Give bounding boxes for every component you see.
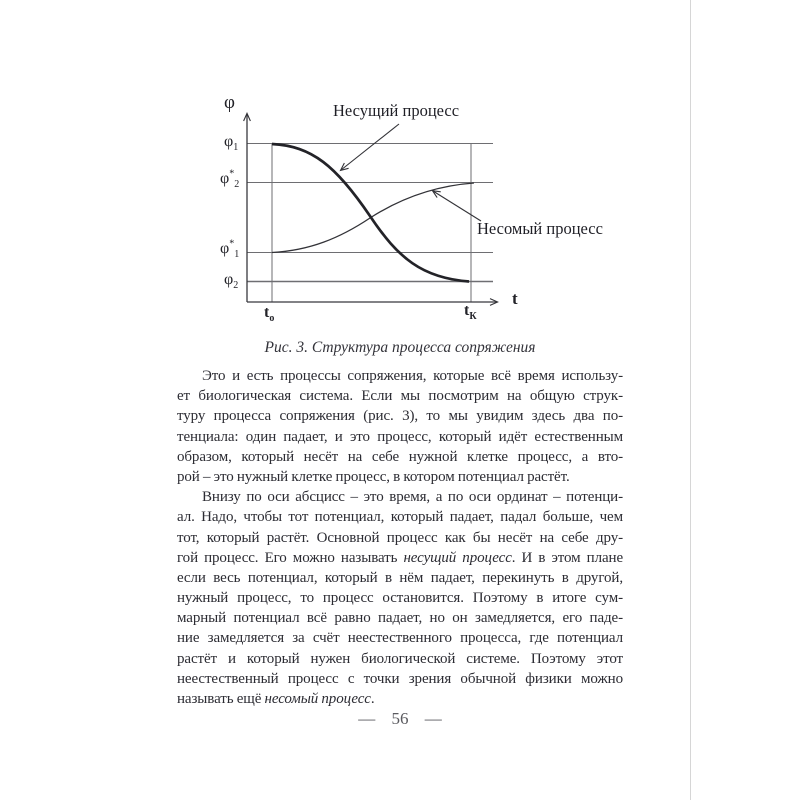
carrying-label-arrow bbox=[341, 124, 399, 170]
text-line: рой – это нужный клетке процесс, в котором потенциал растёт. bbox=[177, 468, 570, 485]
tick-base: φ bbox=[224, 271, 234, 288]
y-tick-phi-star1 bbox=[220, 238, 240, 261]
tick-star: * bbox=[229, 168, 235, 180]
text-line: неестественный процесс с точки зрения обычной физики можно bbox=[177, 670, 623, 687]
y-tick-phi2 bbox=[224, 271, 239, 292]
text-line: нужный процесс, то процесс остановится. Поэтому в итоге сум- bbox=[177, 590, 623, 607]
body-text bbox=[177, 366, 623, 709]
tick-base: φ bbox=[224, 133, 234, 150]
text-segment: называть ещё bbox=[177, 691, 265, 707]
text-line: туру процесса сопряжения (рис. 3), то мы увидим здесь два по- bbox=[177, 408, 623, 425]
text-segment-italic: несомый процесс bbox=[264, 691, 371, 707]
y-tick-phi-star2 bbox=[220, 168, 240, 191]
tick-star: * bbox=[229, 238, 235, 250]
text-line: образом, который несёт на себе нужной клетке процесс, а вто- bbox=[177, 448, 623, 465]
carried-process-label: Несомый процесс bbox=[477, 219, 603, 238]
carried-label-arrow bbox=[433, 191, 481, 221]
text-segment: . bbox=[370, 691, 375, 707]
text-line: ет биологическая система. Если мы посмотрим на общую струк- bbox=[177, 388, 623, 405]
tick-sub: 1 bbox=[234, 249, 240, 261]
x-tick-tk bbox=[464, 302, 477, 323]
x-axis-letter: t bbox=[512, 289, 518, 308]
y-axis-label bbox=[224, 92, 235, 114]
text-segment: . И в этом плане bbox=[511, 549, 623, 566]
text-segment-italic: несущий процесс bbox=[403, 549, 512, 566]
text-line: тенциала: один падает, и это процесс, который идёт естественным bbox=[177, 428, 623, 445]
tick-sub: 2 bbox=[233, 280, 239, 292]
page-number: — 56 — bbox=[358, 709, 442, 728]
text-line: Внизу по оси абсцисс – это время, а по оси ординат – потенци- bbox=[202, 489, 623, 506]
tick-sub: 2 bbox=[234, 179, 240, 191]
text-line: ал. Надо, чтобы тот потенциал, который падает, падал больше, чем bbox=[177, 509, 623, 526]
tick-base: φ bbox=[220, 240, 230, 257]
figure-caption: Рис. 3. Структура процесса сопряжения bbox=[264, 339, 536, 356]
x-tick-t0 bbox=[264, 304, 275, 325]
text-line bbox=[177, 689, 623, 709]
tick-sub: 1 bbox=[233, 142, 239, 154]
text-line: тот, который растёт. Основной процесс как бы несёт на себе дру- bbox=[177, 529, 623, 546]
text-line: растёт и который нужен биологической системе. Поэтому этот bbox=[177, 650, 623, 667]
y-axis-letter: φ bbox=[224, 92, 235, 113]
carrying-process-label: Несущий процесс bbox=[333, 101, 460, 120]
text-line: марный потенциал всё равно падает, но он замедляется, его паде- bbox=[177, 610, 623, 627]
text-line bbox=[177, 548, 623, 568]
tick-base: φ bbox=[220, 170, 230, 187]
x-axis-label bbox=[512, 289, 518, 309]
y-tick-phi1 bbox=[224, 133, 239, 154]
curve-carrying-process bbox=[272, 144, 469, 282]
text-line: если весь потенциал, который в нём падает, перекинуть в другой, bbox=[177, 569, 623, 586]
text-line: Это и есть процессы сопряжения, которые всё время использу- bbox=[202, 368, 623, 384]
tick-base: t bbox=[464, 302, 470, 319]
tick-base: t bbox=[264, 304, 270, 321]
tick-sub: о bbox=[269, 313, 275, 325]
figure-plot bbox=[225, 96, 525, 312]
text-segment: гой процесс. Его можно называть bbox=[177, 549, 404, 566]
tick-sub: К bbox=[469, 311, 477, 323]
curve-carried-process bbox=[272, 183, 474, 253]
text-line: ние замедляется за счёт неестественного процесса, где потенциал bbox=[177, 630, 623, 647]
figure bbox=[0, 0, 800, 360]
